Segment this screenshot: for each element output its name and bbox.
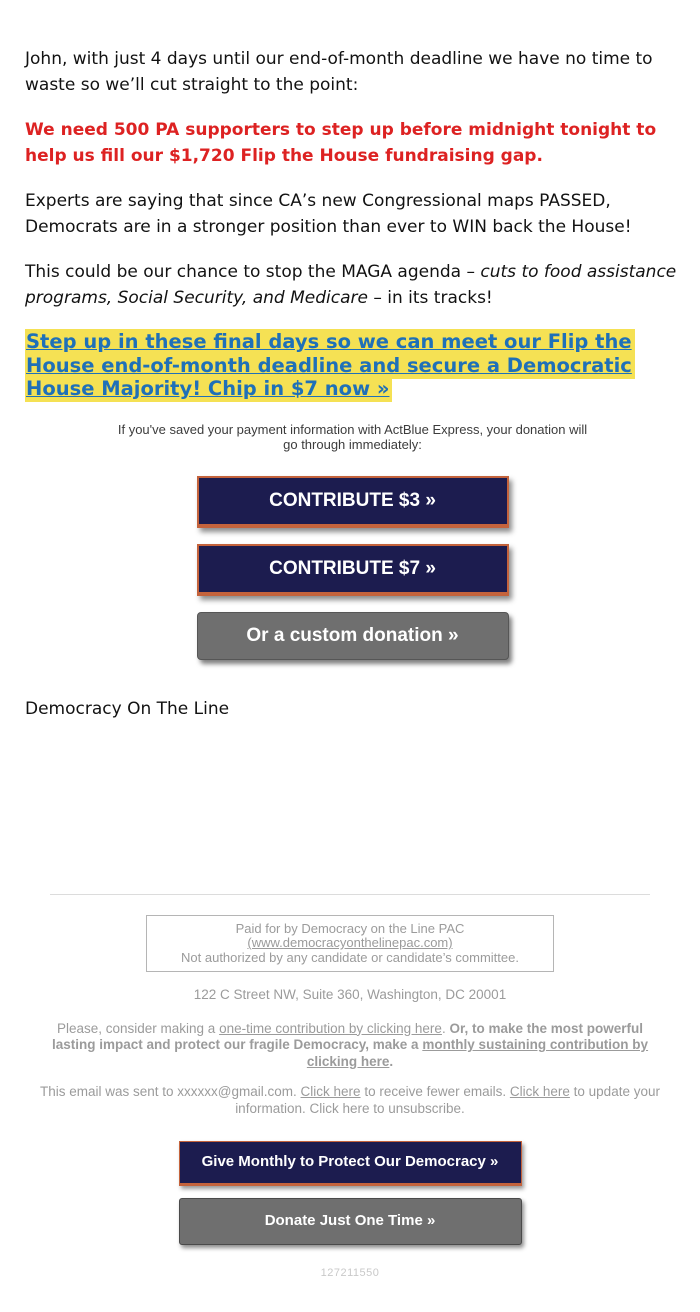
- custom-donation-button[interactable]: Or a custom donation »: [197, 612, 509, 660]
- contribute-3-button[interactable]: CONTRIBUTE $3 »: [197, 476, 509, 528]
- pac-website-link[interactable]: (www.democracyonthelinepac.com): [247, 935, 453, 950]
- donate-once-button[interactable]: Donate Just One Time »: [179, 1198, 522, 1245]
- paid-for-text: Paid for by Democracy on the Line PAC: [235, 920, 465, 936]
- contribute-7-button[interactable]: CONTRIBUTE $7 »: [197, 544, 509, 596]
- sent-to-paragraph: [40, 1084, 660, 1117]
- mailing-address: 122 C Street NW, Suite 360, Washington, DC 20001: [193, 987, 507, 1002]
- sent-text-suffix: to update your information. Click here to unsubscribe.: [235, 1084, 660, 1116]
- divider: [50, 894, 650, 895]
- experts-paragraph: Experts are saying that since CA’s new Congressional maps PASSED, Democrats are in a stronger position than ever to WIN back the House!: [25, 191, 632, 237]
- reference-number: 127211550: [320, 1267, 380, 1279]
- actblue-express-note: If you've saved your payment information with ActBlue Express, your donation will go through immediately:: [117, 421, 588, 452]
- signature: Democracy On The Line: [25, 698, 230, 719]
- cta-paragraph: [25, 330, 680, 401]
- monthly-contribution-link[interactable]: monthly sustaining contribution by clicking here: [306, 1037, 649, 1069]
- maga-text-suffix: – in its tracks!: [367, 288, 493, 308]
- give-monthly-button[interactable]: Give Monthly to Protect Our Democracy »: [179, 1141, 522, 1186]
- consider-text-period: .: [441, 1020, 450, 1036]
- footer-button-stack: [0, 1141, 700, 1245]
- sent-text-mid: to receive fewer emails.: [360, 1084, 510, 1099]
- greeting-paragraph: John, with just 4 days until our end-of-month deadline we have no time to waste so we’ll cut straight to the point:: [25, 49, 653, 95]
- one-time-contribution-link[interactable]: one-time contribution by clicking here: [219, 1020, 442, 1036]
- not-authorized-text: Not authorized by any candidate or candidate’s committee.: [181, 949, 519, 965]
- consider-text-bold: Or, to make the most powerful lasting impact and protect our fragile Democracy, make a: [51, 1020, 644, 1052]
- donation-button-stack: [25, 476, 680, 660]
- maga-paragraph: [25, 259, 680, 311]
- cta-line-3: House Majority! Chip in $7 now »: [25, 376, 392, 402]
- sent-text-prefix: This email was sent to xxxxxx@gmail.com.: [40, 1084, 301, 1099]
- consider-text-prefix: Please, consider making a: [56, 1020, 220, 1036]
- email-footer: [0, 894, 700, 1282]
- fewer-emails-link[interactable]: Click here: [300, 1084, 361, 1099]
- cta-line-2: House end-of-month deadline and secure a Democratic: [25, 353, 635, 379]
- cta-line-1: Step up in these final days so we can meet our Flip the: [25, 329, 635, 355]
- consider-paragraph: [50, 1021, 650, 1071]
- chip-in-link[interactable]: [25, 329, 635, 402]
- maga-text-italic: cuts to food assistance programs, Social Security, and Medicare: [25, 262, 677, 308]
- urgent-paragraph: We need 500 PA supporters to step up before midnight tonight to help us fill our $1,720 Flip the House fundraising gap.: [25, 120, 657, 166]
- update-information-link[interactable]: Click here: [509, 1084, 570, 1099]
- consider-text-end: .: [389, 1053, 394, 1069]
- disclaimer-box: [146, 915, 554, 973]
- maga-text-prefix: This could be our chance to stop the MAGA agenda –: [25, 262, 481, 282]
